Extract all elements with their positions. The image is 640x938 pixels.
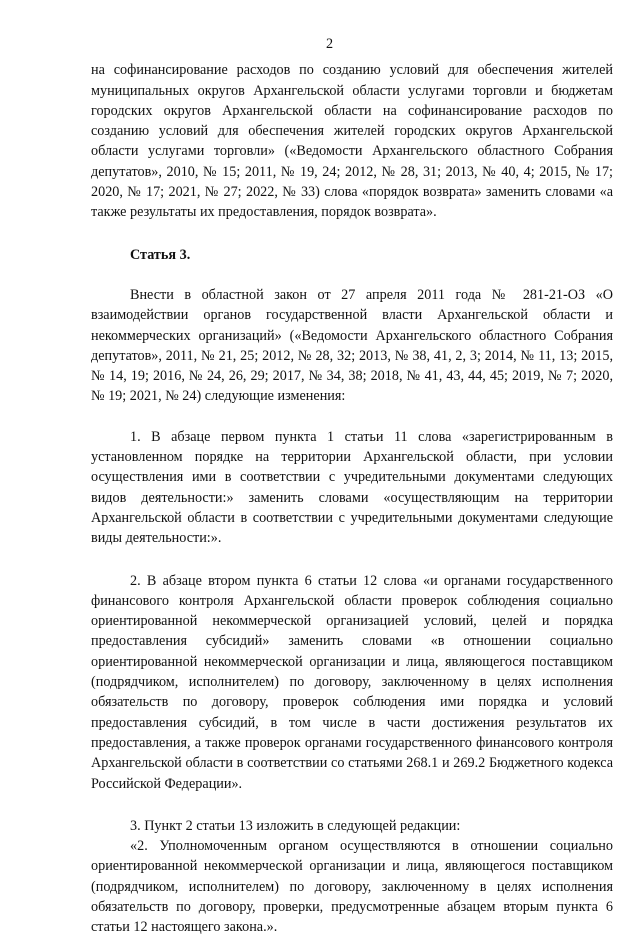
paragraph-new-wording: «2. Уполномоченным органом осуществляются в отношении социально ориентированной некоммерческой организации и лица, являющегося поставщиком (подрядчиком, исполнителем) по договору, заключенному в целях исполнения обязательств по договору, проверки, предусмотренные абзацем вторым пункта 6 статьи 12 настоящего закона.». [91,838,613,936]
paragraph-item-1: 1. В абзаце первом пункта 1 статьи 11 слова «зарегистрированным в установленном порядке на территории Архангельской области, при условии осуществления ими в соответствии с учредительными документами следующих видов деятельности:» заменить словами «осуществляющим на территории Архангельской области в соответствии с учредительными документами следующие виды деятельности:». [91,428,613,547]
paragraph-item-2: 2. В абзаце втором пункта 6 статьи 12 слова «и органами государственного финансового контроля Архангельской области проверок соблюдения социально ориентированной некоммерческой организацией условий, целей и порядка предоставления субсидий» заменить словами «в отношении социально ориентированной некоммерческой организации и лица, являющегося поставщиком (подрядчиком, исполнителем) по договору, заключенному в целях исполнения обязательств по договору, проверок соблюдения ими порядка и условий предоставления субсидий, в том числе в части достижения результатов их предоставления, а также проверок органами государственного финансового контроля Архангельской области в соответствии со статьями 268.1 и 269.2 Бюджетного кодекса Российской Федерации». [91,572,613,792]
article-heading: Статья 3. [130,246,191,263]
page-number: 2 [325,36,334,52]
paragraph-item-3: 3. Пункт 2 статьи 13 изложить в следующей редакции: [130,817,461,834]
paragraph-article-intro: Внести в областной закон от 27 апреля 2011 года № 281-21-ОЗ «О взаимодействии органов государственной власти Архангельской области и некоммерческих организаций» («Ведомости Архангельского областного Собрания депутатов», 2011, № 21, 25; 2012, № 28, 32; 2013, № 38, 41, 2, 3; 2014, № 11, 13; 2015, № 14, 19; 2016, № 24, 26, 29; 2017, № 34, 38; 2018, № 41, 43, 44, 45; 2019, № 7; 2020, № 19; 2021, № 24) следующие изменения: [91,286,613,405]
paragraph-continuation: на софинансирование расходов по созданию условий для обеспечения жителей муниципальных округов Архангельской области услугами торговли и бюджетам городских округов Архангельской области на софинансирование расходов по созданию условий для обеспечения жителей городских округов Архангельской области услугами торговли» («Ведомости Архангельского областного Собрания депутатов», 2010, № 15; 2011, № 19, 24; 2012, № 28, 31; 2013, № 40, 4; 2015, № 17; 2020, № 17; 2021, № 27; 2022, № 33) слова «порядок возврата» заменить словами «а также результаты их предоставления, порядок возврата». [91,62,613,221]
